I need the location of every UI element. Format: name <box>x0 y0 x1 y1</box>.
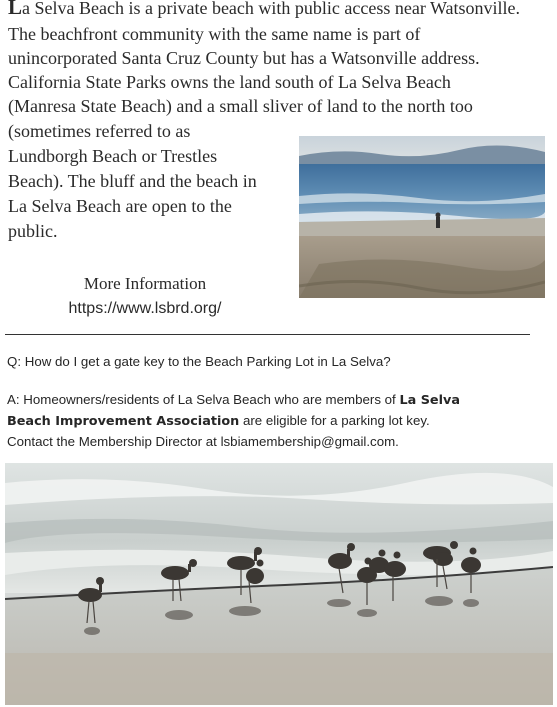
faq-question: Q: How do I get a gate key to the Beach Parking Lot in La Selva? <box>7 354 391 369</box>
more-info-label: More Information <box>83 274 207 293</box>
membership-contact: Contact the Membership Director at lsbiamembership@gmail.com. <box>7 434 399 449</box>
beach-photo-art <box>299 136 545 298</box>
intro-line-2: The beachfront community with the same name is part of <box>8 24 421 44</box>
more-info-link[interactable]: https://www.lsbrd.org/ <box>68 300 222 317</box>
intro-line-8: Beach). The bluff and the beach in <box>8 171 257 191</box>
intro-line-5: (Manresa State Beach) and a small sliver of land to the north too <box>8 96 473 116</box>
drop-letter: L <box>8 0 23 19</box>
shorebirds-photo <box>5 463 553 705</box>
faq-answer: A: Homeowners/residents of La Selva Beach who are members of La Selva Beach Improvement Association are eligible for a parking lot key. Contact the Membership Director at lsbiamembership@gmail.com. <box>7 392 460 449</box>
intro-line-3: unincorporated Santa Cruz County but has a Watsonville address. <box>8 48 480 68</box>
intro-line-9: La Selva Beach are open to the <box>8 196 232 216</box>
intro-line-4: California State Parks owns the land south of La Selva Beach <box>8 72 451 92</box>
beach-walker-photo <box>299 136 545 298</box>
association-name-part-2: Beach Improvement Association <box>7 414 240 429</box>
intro-line-10: public. <box>8 221 58 241</box>
birds-photo-art <box>5 463 553 705</box>
association-name-part-1: La Selva <box>399 393 460 408</box>
intro-line-7: Lundborgh Beach or Trestles <box>8 146 218 166</box>
intro-line-1: La Selva Beach is a private beach with public access near Watsonville. <box>8 0 557 20</box>
intro-line-6: (sometimes referred to as <box>8 121 191 141</box>
section-divider <box>5 334 530 335</box>
